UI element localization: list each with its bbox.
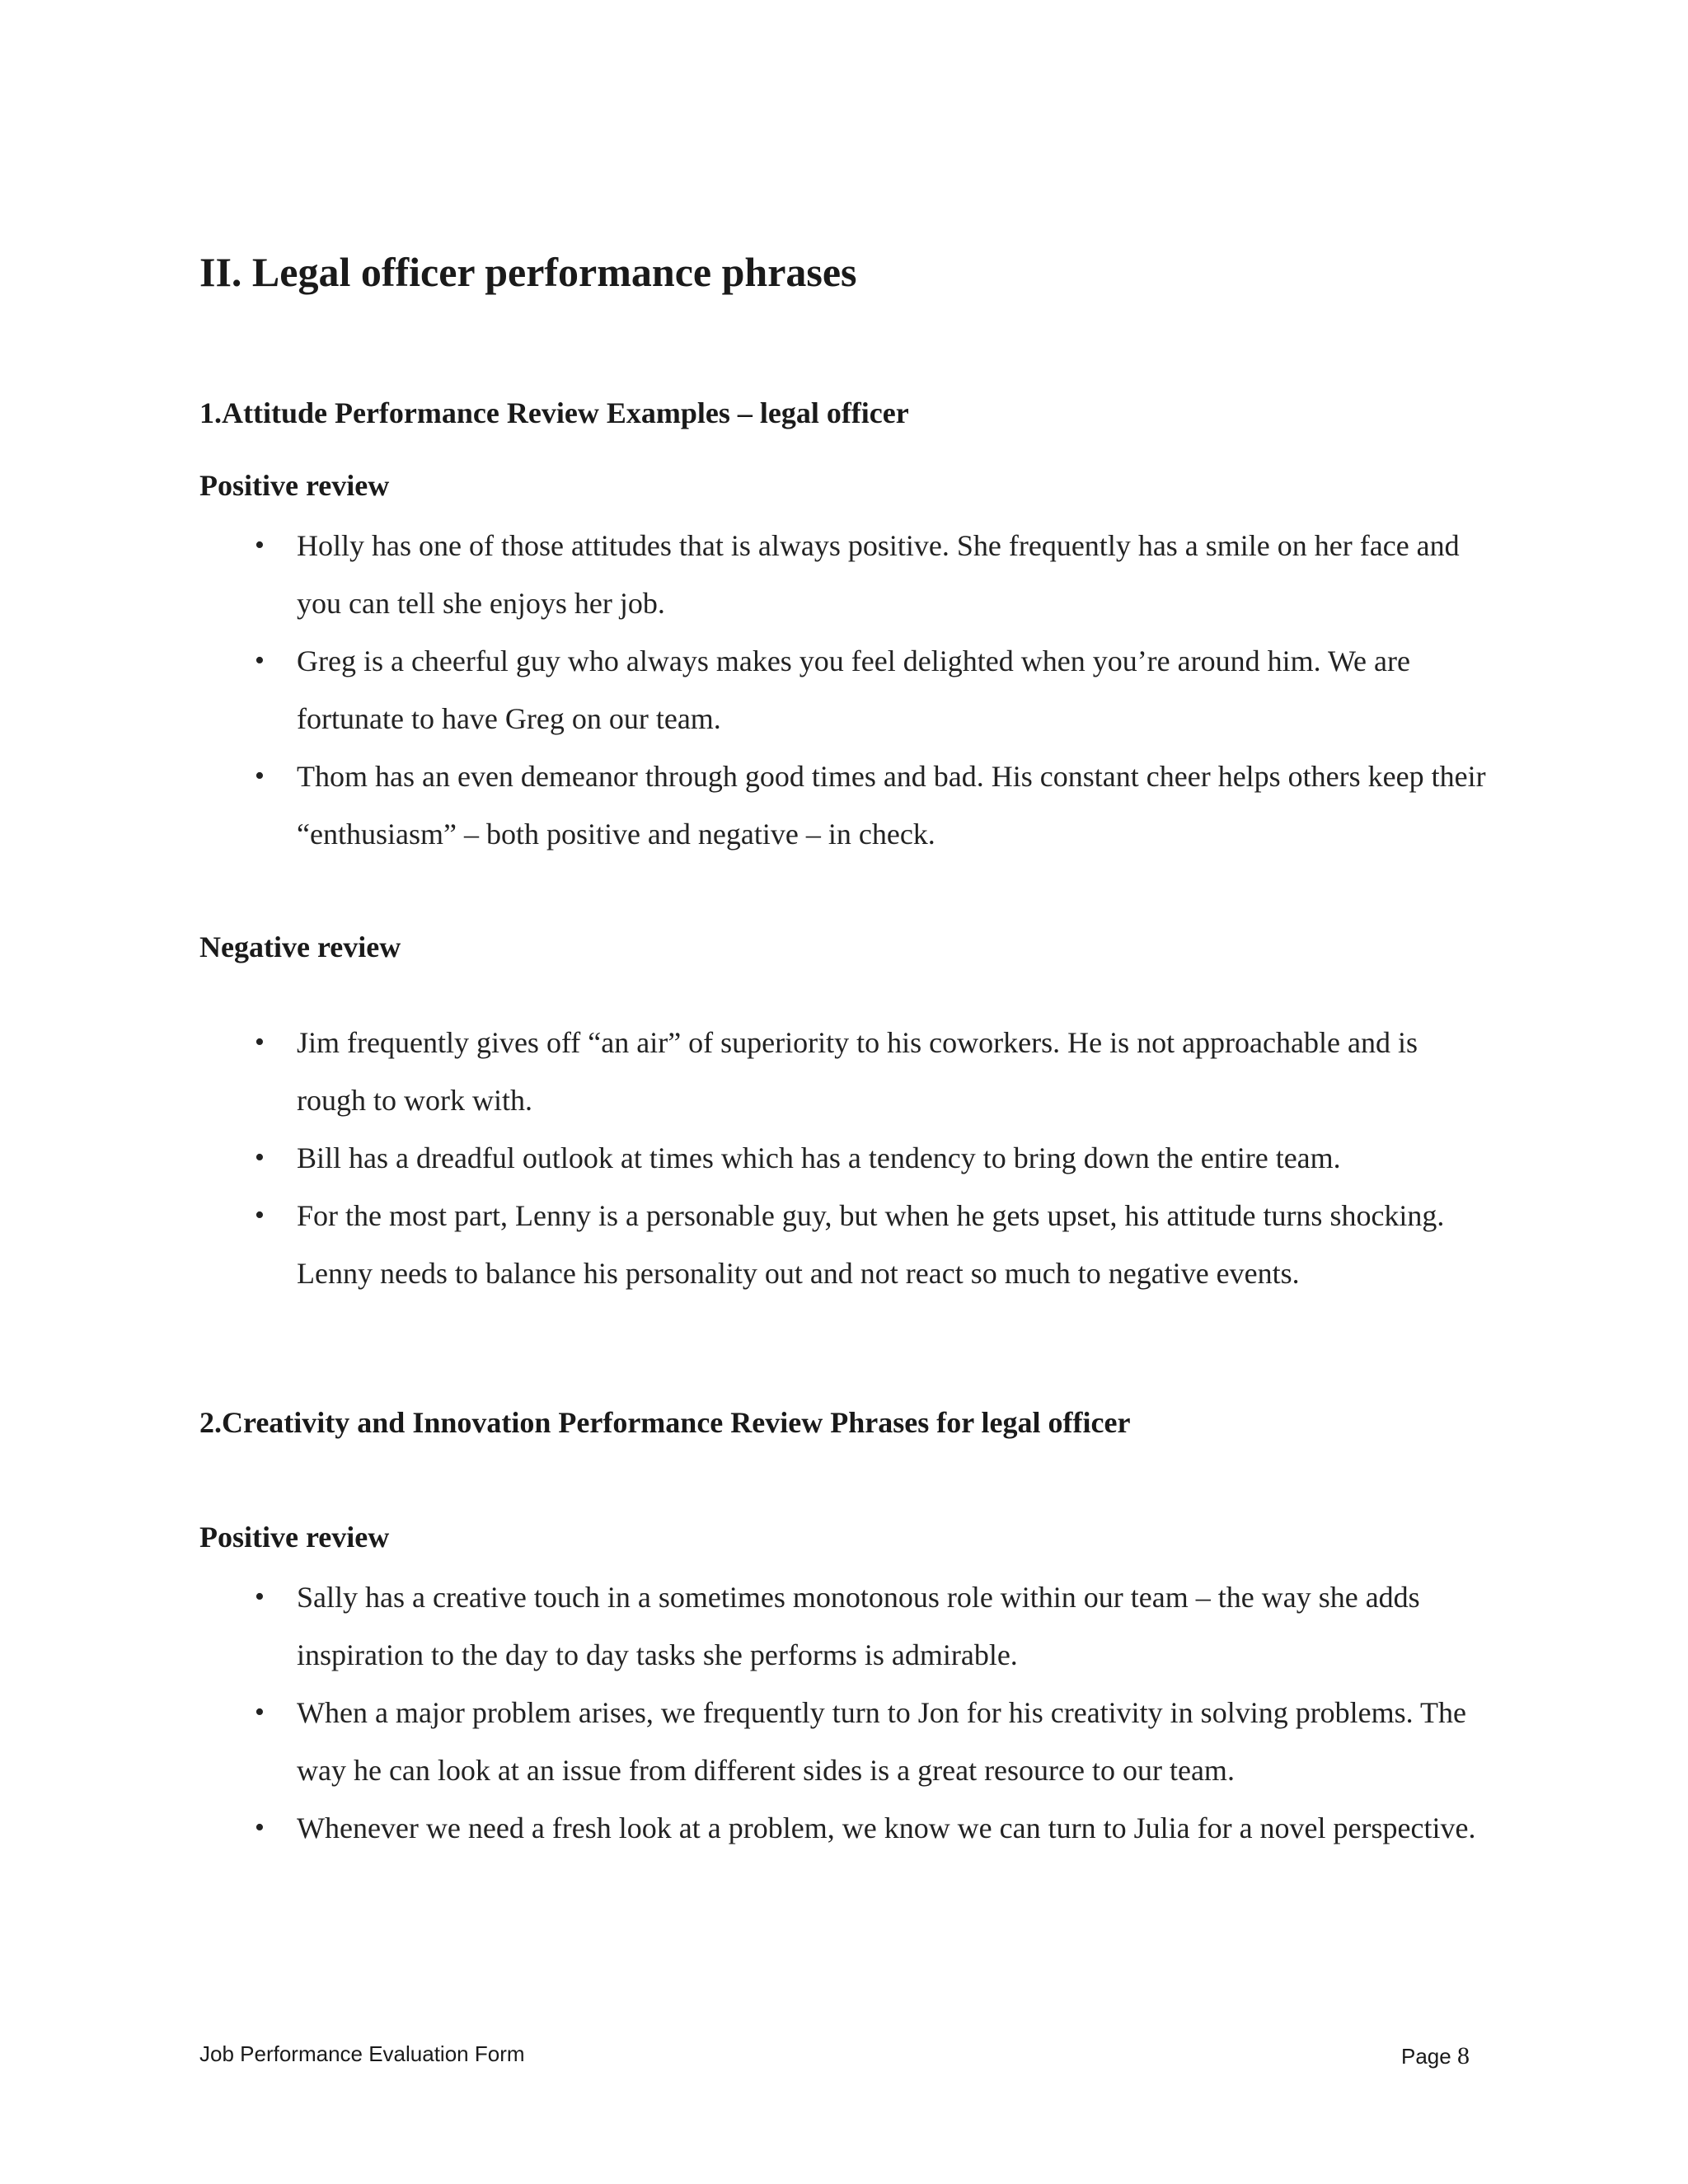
bullet-icon: •: [255, 761, 265, 791]
bullet-icon: •: [255, 1142, 265, 1173]
list-item: [199, 632, 1493, 748]
bullet-icon: •: [255, 645, 265, 676]
list-item: [199, 1014, 1493, 1129]
list-item-text: Bill has a dreadful outlook at times which has a tendency to bring down the entire team.: [297, 1141, 1341, 1174]
footer-page-number: [1401, 2041, 1470, 2071]
positive-review-list: [199, 517, 1493, 863]
list-item: [199, 1568, 1493, 1684]
bullet-icon: •: [255, 1582, 265, 1612]
list-item-text: Thom has an even demeanor through good times and bad. His constant cheer helps others keep their “enthusiasm” – both positive and negative – in check.: [297, 760, 1486, 851]
bullet-icon: •: [255, 1200, 265, 1230]
list-item: [199, 1684, 1493, 1799]
list-item-text: Greg is a cheerful guy who always makes you feel delighted when you’re around him. We are fortunate to have Greg on our team.: [297, 644, 1410, 735]
list-item: [199, 1129, 1493, 1187]
positive-review-list: [199, 1568, 1493, 1857]
page-label: Page: [1401, 2044, 1451, 2069]
section-heading-creativity: 2.Creativity and Innovation Performance Review Phrases for legal officer: [199, 1406, 1131, 1439]
list-item-text: Whenever we need a fresh look at a problem, we know we can turn to Julia for a novel perspective.: [297, 1811, 1476, 1844]
negative-review-heading: Negative review: [199, 930, 401, 963]
list-item: [199, 1799, 1493, 1857]
list-item-text: Sally has a creative touch in a sometimes monotonous role within our team – the way she adds inspiration to the day to day tasks she performs is admirable.: [297, 1581, 1420, 1671]
list-item-text: Holly has one of those attitudes that is always positive. She frequently has a smile on her face and you can tell she enjoys her job.: [297, 529, 1460, 620]
positive-review-heading: Positive review: [199, 1521, 390, 1554]
list-item: [199, 748, 1493, 863]
page-number: 8: [1456, 2042, 1470, 2069]
list-item-text: For the most part, Lenny is a personable guy, but when he gets upset, his attitude turns shocking. Lenny needs to balance his personality out and not react so much to negative events.: [297, 1199, 1445, 1290]
footer-form-title: Job Performance Evaluation Form: [199, 2041, 525, 2066]
list-item-text: Jim frequently gives off “an air” of superiority to his coworkers. He is not approachable and is rough to work with.: [297, 1026, 1418, 1117]
list-item-text: When a major problem arises, we frequently turn to Jon for his creativity in solving problems. The way he can look at an issue from different sides is a great resource to our team.: [297, 1696, 1466, 1787]
bullet-icon: •: [255, 1812, 265, 1843]
bullet-icon: •: [255, 530, 265, 560]
bullet-icon: •: [255, 1027, 265, 1057]
positive-review-heading: Positive review: [199, 469, 390, 502]
list-item: [199, 1187, 1493, 1302]
bullet-icon: •: [255, 1697, 265, 1727]
negative-review-list: [199, 1014, 1493, 1302]
section-heading-attitude: 1.Attitude Performance Review Examples – legal officer: [199, 396, 909, 429]
page-title: II. Legal officer performance phrases: [199, 249, 857, 295]
list-item: [199, 517, 1493, 632]
